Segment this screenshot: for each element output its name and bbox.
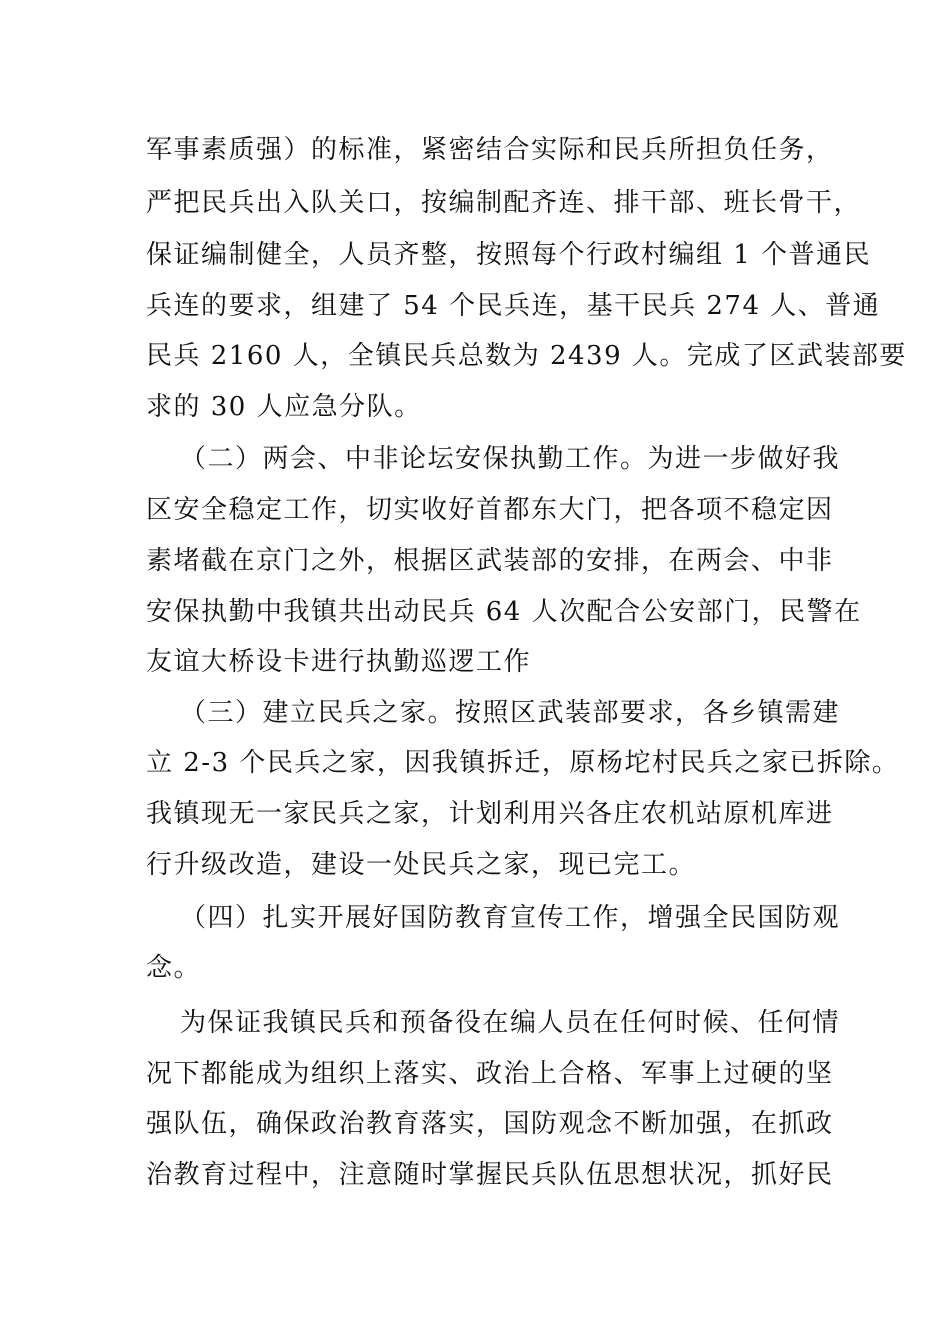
paragraph-line: 素堵截在京门之外，根据区武装部的安排，在两会、中非 (146, 546, 834, 576)
paragraph-line: 行升级改造，建设一处民兵之家，现已完工。 (146, 850, 697, 880)
paragraph-line: 我镇现无一家民兵之家，计划利用兴各庄农机站原机库进 (146, 799, 834, 829)
paragraph-line: 求的 30 人应急分队。 (146, 392, 422, 422)
paragraph-line: 立 2-3 个民兵之家，因我镇拆迁，原杨坨村民兵之家已拆除。 (146, 748, 900, 778)
paragraph-line: 民兵 2160 人，全镇民兵总数为 2439 人。完成了区武装部要 (146, 341, 907, 371)
section-heading-line: （三）建立民兵之家。按照区武装部要求，各乡镇需建 (180, 698, 841, 728)
paragraph-line: 强队伍，确保政治教育落实，国防观念不断加强，在抓政 (146, 1109, 834, 1139)
paragraph-line: 念。 (146, 953, 202, 983)
section-heading-line: （二）两会、中非论坛安保执勤工作。为进一步做好我 (180, 444, 841, 474)
section-heading-line: （四）扎实开展好国防教育宣传工作，增强全民国防观 (180, 903, 841, 933)
paragraph-line: 治教育过程中，注意随时掌握民兵队伍思想状况，抓好民 (146, 1160, 834, 1190)
paragraph-line: 区安全稳定工作，切实收好首都东大门，把各项不稳定因 (146, 495, 834, 525)
paragraph-line: 严把民兵出入队关口，按编制配齐连、排干部、班长骨干， (146, 188, 862, 218)
paragraph-line: 安保执勤中我镇共出动民兵 64 人次配合公安部门，民警在 (146, 597, 862, 627)
paragraph-line: 为保证我镇民兵和预备役在编人员在任何时候、任何情 (180, 1008, 841, 1038)
paragraph-line: 兵连的要求，组建了 54 个民兵连，基干民兵 274 人、普通 (146, 291, 881, 321)
paragraph-line: 况下都能成为组织上落实、政治上合格、军事上过硬的坚 (146, 1059, 834, 1089)
paragraph-line: 军事素质强）的标准，紧密结合实际和民兵所担负任务， (146, 135, 834, 165)
paragraph-line: 友谊大桥设卡进行执勤巡逻工作 (146, 647, 532, 677)
paragraph-line: 保证编制健全，人员齐整，按照每个行政村编组 1 个普通民 (146, 240, 872, 270)
